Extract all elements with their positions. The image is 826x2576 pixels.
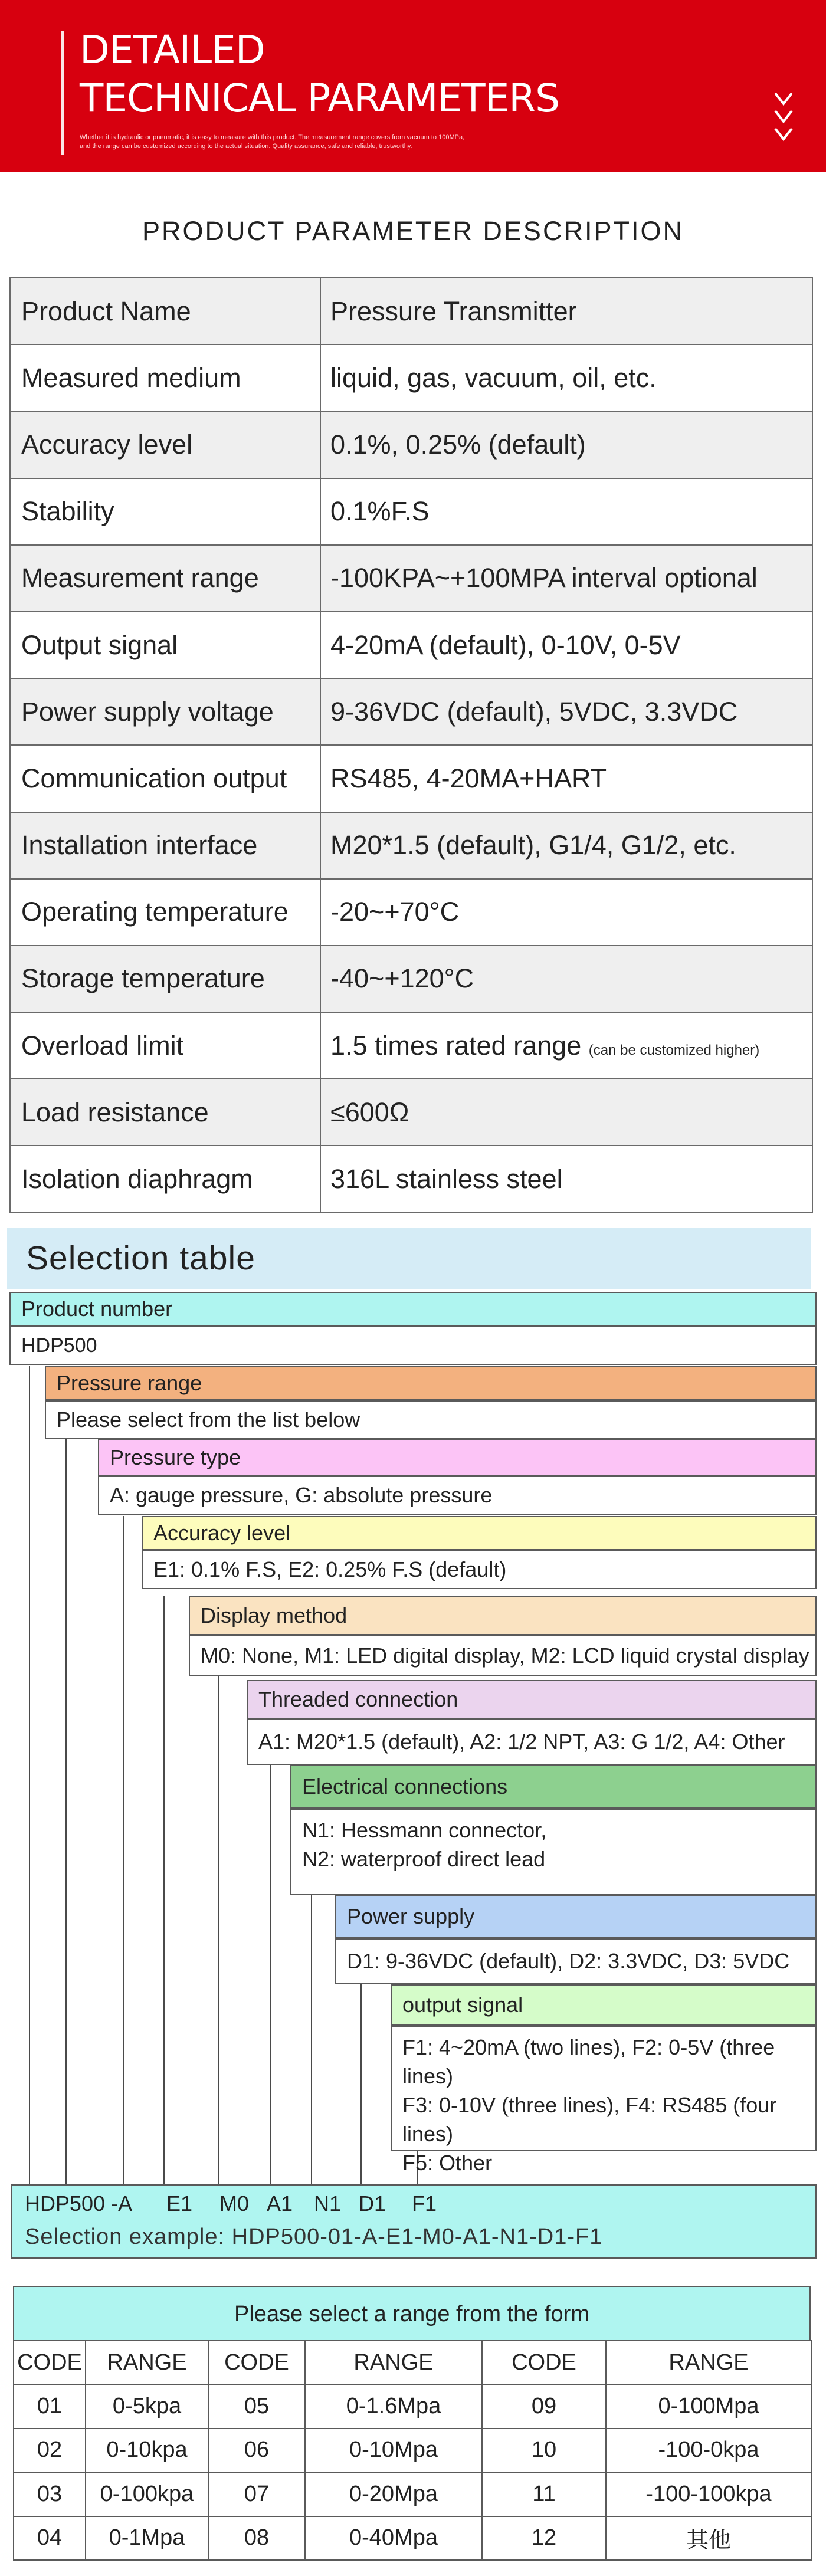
selection-header: Threaded connection (247, 1680, 817, 1719)
parameter-value (320, 678, 812, 745)
parameter-row (10, 411, 812, 478)
parameter-key: Overload limit (10, 1012, 320, 1079)
parameter-row (10, 278, 812, 344)
chevron-down-icon (771, 90, 796, 146)
parameter-key: Product Name (10, 278, 320, 344)
selection-option-line: F1: 4~20mA (two lines), F2: 0-5V (three lines) (402, 2035, 775, 2088)
range-value: 0-10Mpa (305, 2429, 482, 2472)
parameter-value-text: M20*1.5 (default), G1/4, G1/2, etc. (330, 830, 736, 861)
banner-subtitle (80, 133, 563, 151)
range-code: 06 (208, 2429, 305, 2472)
banner-subtitle-line2: and the range can be customized according to the actual situation. Quality assurance, safe and reliable, trustworthy. (80, 143, 412, 150)
range-code: 04 (14, 2516, 86, 2560)
banner-title-line2: TECHNICAL PARAMETERS (80, 76, 560, 121)
example-code: D1 (359, 2191, 386, 2216)
example-code: N1 (314, 2191, 342, 2216)
range-code: 07 (208, 2472, 305, 2516)
selection-options (189, 1635, 817, 1676)
range-value: 0-100kpa (86, 2472, 208, 2516)
range-code: 02 (14, 2429, 86, 2472)
selection-header: Accuracy level (142, 1516, 817, 1550)
parameter-value (320, 946, 812, 1012)
selection-options (335, 1938, 817, 1984)
range-value: -100-100kpa (606, 2472, 811, 2516)
range-code: 03 (14, 2472, 86, 2516)
range-row (14, 2516, 811, 2560)
parameter-key: Load resistance (10, 1079, 320, 1146)
parameter-key: Measurement range (10, 545, 320, 612)
range-value: 0-1.6Mpa (305, 2384, 482, 2428)
parameter-row (10, 612, 812, 678)
parameter-value-text: liquid, gas, vacuum, oil, etc. (330, 362, 657, 393)
parameter-value (320, 745, 812, 812)
range-code: 12 (482, 2516, 606, 2560)
parameter-value-text: Pressure Transmitter (330, 296, 577, 326)
selection-header: Pressure type (98, 1439, 817, 1476)
selection-option-line: Please select from the list below (57, 1407, 360, 1432)
range-column-header: RANGE (606, 2341, 811, 2384)
range-value: 0-100Mpa (606, 2384, 811, 2428)
parameter-key: Isolation diaphragm (10, 1146, 320, 1212)
range-value: 0-10kpa (86, 2429, 208, 2472)
parameter-row (10, 1079, 812, 1146)
range-value: 0-40Mpa (305, 2516, 482, 2560)
selection-option-line: M0: None, M1: LED digital display, M2: LCD liquid crystal display (201, 1643, 809, 1668)
parameter-key: Accuracy level (10, 411, 320, 478)
range-column-header: CODE (208, 2341, 305, 2384)
parameter-row (10, 812, 812, 879)
range-table-heading: Please select a range from the form (13, 2286, 811, 2340)
range-row (14, 2472, 811, 2516)
parameter-value-text: -100KPA~+100MPA interval optional (330, 563, 758, 593)
selection-header: Product number (9, 1292, 817, 1326)
selection-option-line: F3: 0-10V (three lines), F4: RS485 (four lines) (402, 2093, 777, 2146)
selection-option-line: E1: 0.1% F.S, E2: 0.25% F.S (default) (153, 1557, 507, 1581)
parameter-value-text: 1.5 times rated range (330, 1030, 582, 1061)
example-code: HDP500 -A (25, 2191, 133, 2216)
section-title-parameters: PRODUCT PARAMETER DESCRIPTION (142, 216, 684, 246)
range-value: -100-0kpa (606, 2429, 811, 2472)
parameter-row (10, 1146, 812, 1212)
example-code: F1 (412, 2191, 437, 2216)
parameter-value-text: 4-20mA (default), 0-10V, 0-5V (330, 629, 681, 660)
banner-divider (61, 31, 64, 155)
parameter-value (320, 545, 812, 612)
parameter-value-text: ≤600Ω (330, 1097, 409, 1127)
parameter-key: Operating temperature (10, 879, 320, 946)
parameter-value (320, 278, 812, 344)
parameter-value (320, 812, 812, 879)
selection-option-line: N2: waterproof direct lead (302, 1847, 546, 1871)
parameter-value-text: -20~+70°C (330, 897, 460, 927)
selection-option-line: N1: Hessmann connector, (302, 1818, 547, 1842)
range-code: 11 (482, 2472, 606, 2516)
parameter-key: Measured medium (10, 344, 320, 411)
range-value: 0-20Mpa (305, 2472, 482, 2516)
selection-table-title: Selection table (7, 1228, 811, 1289)
selection-options (247, 1719, 817, 1765)
parameter-value-text: RS485, 4-20MA+HART (330, 763, 607, 793)
parameter-value (320, 612, 812, 678)
range-code: 01 (14, 2384, 86, 2428)
example-code: A1 (267, 2191, 293, 2216)
selection-options (45, 1400, 817, 1439)
parameter-key: Stability (10, 478, 320, 545)
selection-options (9, 1326, 817, 1365)
selection-option-line: F5: Other (402, 2151, 493, 2175)
banner-subtitle-line1: Whether it is hydraulic or pneumatic, it is easy to measure with this product. The measurement range covers from vacuum to 100MPa, (80, 134, 465, 141)
parameter-value (320, 411, 812, 478)
header-banner (0, 0, 826, 172)
selection-options (391, 2026, 817, 2175)
selection-options (142, 1550, 817, 1589)
parameter-key: Communication output (10, 745, 320, 812)
range-value: 0-1Mpa (86, 2516, 208, 2560)
parameter-value (320, 1146, 812, 1212)
parameter-value-text: 9-36VDC (default), 5VDC, 3.3VDC (330, 696, 738, 727)
parameter-key: Power supply voltage (10, 678, 320, 745)
selection-example (11, 2184, 817, 2259)
range-row (14, 2429, 811, 2472)
parameter-row (10, 879, 812, 946)
selection-header: Power supply (335, 1895, 817, 1938)
range-code: 05 (208, 2384, 305, 2428)
parameter-value-text: 0.1%F.S (330, 496, 430, 527)
range-column-header: RANGE (86, 2341, 208, 2384)
parameter-row (10, 478, 812, 545)
selection-header: output signal (391, 1984, 817, 2026)
parameter-table (9, 277, 813, 1213)
parameter-value (320, 1012, 812, 1079)
range-value: 0-5kpa (86, 2384, 208, 2428)
selection-options (98, 1476, 817, 1515)
range-header-row (14, 2341, 811, 2384)
example-code: E1 (166, 2191, 193, 2216)
range-code: 09 (482, 2384, 606, 2428)
parameter-value-text: 0.1%, 0.25% (default) (330, 429, 586, 460)
banner-title-line1: DETAILED (80, 27, 265, 73)
parameter-note: (can be customized higher) (588, 1042, 760, 1058)
parameter-row (10, 745, 812, 812)
range-column-header: RANGE (305, 2341, 482, 2384)
parameter-value (320, 478, 812, 545)
parameter-row (10, 946, 812, 1012)
selection-header: Display method (189, 1596, 817, 1635)
parameter-row (10, 344, 812, 411)
parameter-row (10, 678, 812, 745)
parameter-value-text: -40~+120°C (330, 963, 474, 994)
parameter-value-text: 316L stainless steel (330, 1164, 563, 1195)
parameter-key: Output signal (10, 612, 320, 678)
banner-title (80, 26, 559, 123)
parameter-value (320, 1079, 812, 1146)
parameter-value (320, 344, 812, 411)
selection-option-line: D1: 9-36VDC (default), D2: 3.3VDC, D3: 5VDC (347, 1949, 790, 1973)
parameter-key: Storage temperature (10, 946, 320, 1012)
range-code: 08 (208, 2516, 305, 2560)
range-column-header: CODE (14, 2341, 86, 2384)
parameter-key: Installation interface (10, 812, 320, 879)
range-value: 其他 (606, 2516, 811, 2560)
selection-option-line: A: gauge pressure, G: absolute pressure (110, 1483, 493, 1507)
range-column-header: CODE (482, 2341, 606, 2384)
parameter-row (10, 1012, 812, 1079)
range-code: 10 (482, 2429, 606, 2472)
selection-option-line: A1: M20*1.5 (default), A2: 1/2 NPT, A3: G 1/2, A4: Other (258, 1730, 785, 1754)
selection-option-line: HDP500 (21, 1334, 97, 1357)
example-text: Selection example: HDP500-01-A-E1-M0-A1-N1-D1-F1 (25, 2224, 603, 2249)
parameter-value (320, 879, 812, 946)
selection-header: Electrical connections (290, 1765, 817, 1809)
example-code: M0 (219, 2191, 250, 2216)
selection-header: Pressure range (45, 1366, 817, 1400)
range-row (14, 2384, 811, 2428)
selection-options (290, 1809, 817, 1895)
parameter-row (10, 545, 812, 612)
range-table (13, 2340, 812, 2561)
